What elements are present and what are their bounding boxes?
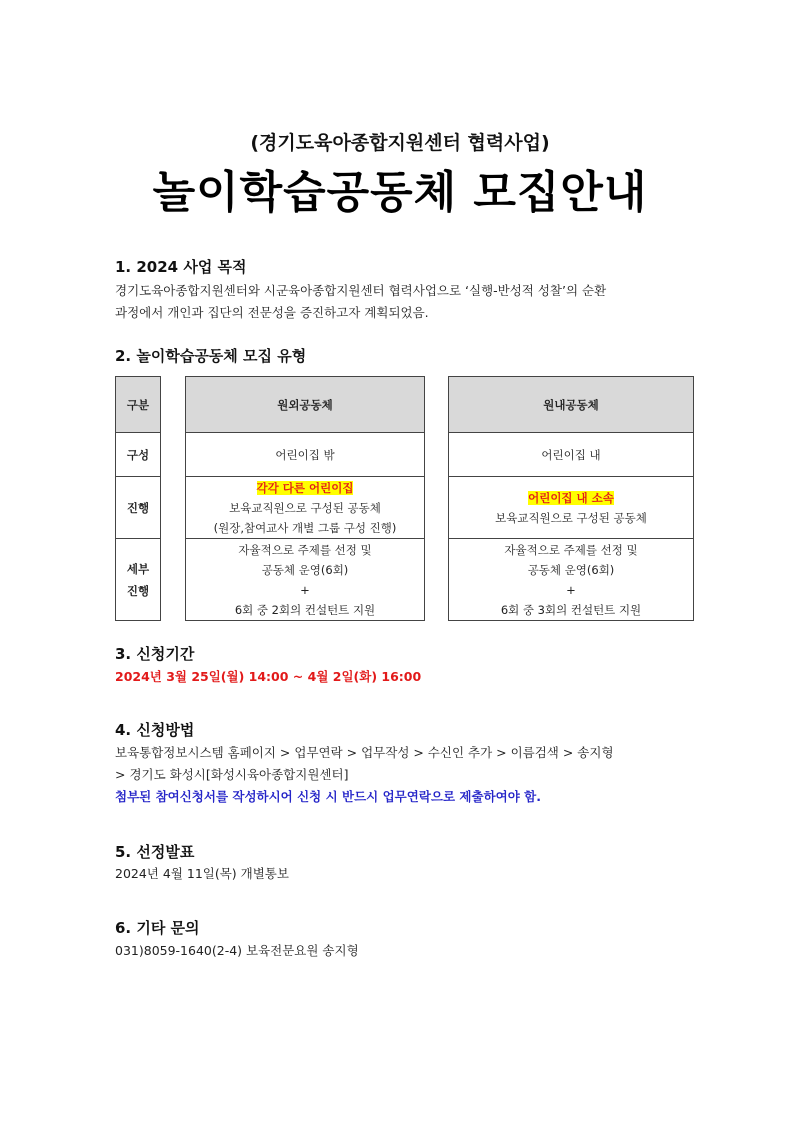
section-4-body — [115, 742, 695, 808]
external-progress — [186, 477, 425, 539]
label-detail-line-1: 세부 — [126, 561, 150, 576]
internal-community-table — [448, 376, 694, 621]
label-progress: 진행 — [116, 477, 161, 539]
section-1-line-2: 과정에서 개인과 집단의 전문성을 증진하고자 계획되었음. — [115, 305, 429, 320]
selection-announcement: 2024년 4월 11일(목) 개별통보 — [115, 866, 289, 881]
external-detail — [186, 539, 425, 621]
label-detail-progress — [116, 539, 161, 621]
internal-detail-plus: + — [566, 582, 576, 597]
internal-progress-line-2: 보육교직원으로 구성된 공동체 — [495, 510, 647, 525]
section-1-heading: 1. 2024 사업 목적 — [115, 258, 247, 276]
external-composition: 어린이집 밖 — [186, 433, 425, 477]
section-4-heading: 4. 신청방법 — [115, 721, 195, 739]
label-detail-line-2: 진행 — [126, 583, 150, 598]
contact-info: 031)8059-1640(2-4) 보육전문요원 송지형 — [115, 943, 359, 958]
external-detail-line-4: 6회 중 2회의 컨설턴트 지원 — [234, 602, 376, 617]
section-6-heading: 6. 기타 문의 — [115, 919, 200, 937]
internal-detail-line-1: 자율적으로 주제를 선정 및 — [504, 542, 638, 557]
external-progress-highlight: 각각 다른 어린이집 — [256, 480, 354, 495]
internal-detail-line-4: 6회 중 3회의 컨설턴트 지원 — [500, 602, 642, 617]
internal-community-header: 원내공동체 — [449, 377, 694, 433]
section-2-heading: 2. 놀이학습공동체 모집 유형 — [115, 347, 307, 365]
application-period: 2024년 3월 25일(월) 14:00 ~ 4월 2일(화) 16:00 — [115, 669, 422, 684]
external-community-table — [185, 376, 425, 621]
external-progress-line-2: 보육교직원으로 구성된 공동체 — [229, 500, 381, 515]
internal-progress-highlight: 어린이집 내 소속 — [528, 490, 614, 505]
application-path-line-1: 보육통합정보시스템 홈페이지 > 업무연락 > 업무작성 > 수신인 추가 > 이름검색 > 송지형 — [115, 745, 614, 760]
label-composition: 구성 — [116, 433, 161, 477]
application-path-line-2: > 경기도 화성시[화성시육아종합지원센터] — [115, 767, 349, 782]
section-5-heading: 5. 선정발표 — [115, 843, 195, 861]
section-1-body — [115, 280, 695, 324]
external-detail-line-1: 자율적으로 주제를 선정 및 — [238, 542, 372, 557]
internal-composition: 어린이집 내 — [449, 433, 694, 477]
internal-progress — [449, 477, 694, 539]
external-progress-line-3: (원장,참여교사 개별 그룹 구성 진행) — [213, 520, 397, 535]
label-category: 구분 — [116, 377, 161, 433]
external-community-header: 원외공동체 — [186, 377, 425, 433]
application-notice: 첨부된 참여신청서를 작성하시어 신청 시 반드시 업무연락으로 제출하여야 함. — [115, 789, 541, 804]
recruit-type-label-table — [115, 376, 161, 621]
external-detail-plus: + — [300, 582, 310, 597]
section-1-line-1: 경기도육아종합지원센터와 시군육아종합지원센터 협력사업으로 ‘실행-반성적 성찰’의 순환 — [115, 283, 607, 298]
internal-detail-line-2: 공동체 운영(6회) — [527, 562, 615, 577]
external-detail-line-2: 공동체 운영(6회) — [261, 562, 349, 577]
document-subtitle: (경기도육아종합지원센터 협력사업) — [250, 132, 550, 154]
internal-detail — [449, 539, 694, 621]
document-title: 놀이학습공동체 모집안내 — [152, 167, 648, 218]
section-3-heading: 3. 신청기간 — [115, 645, 195, 663]
